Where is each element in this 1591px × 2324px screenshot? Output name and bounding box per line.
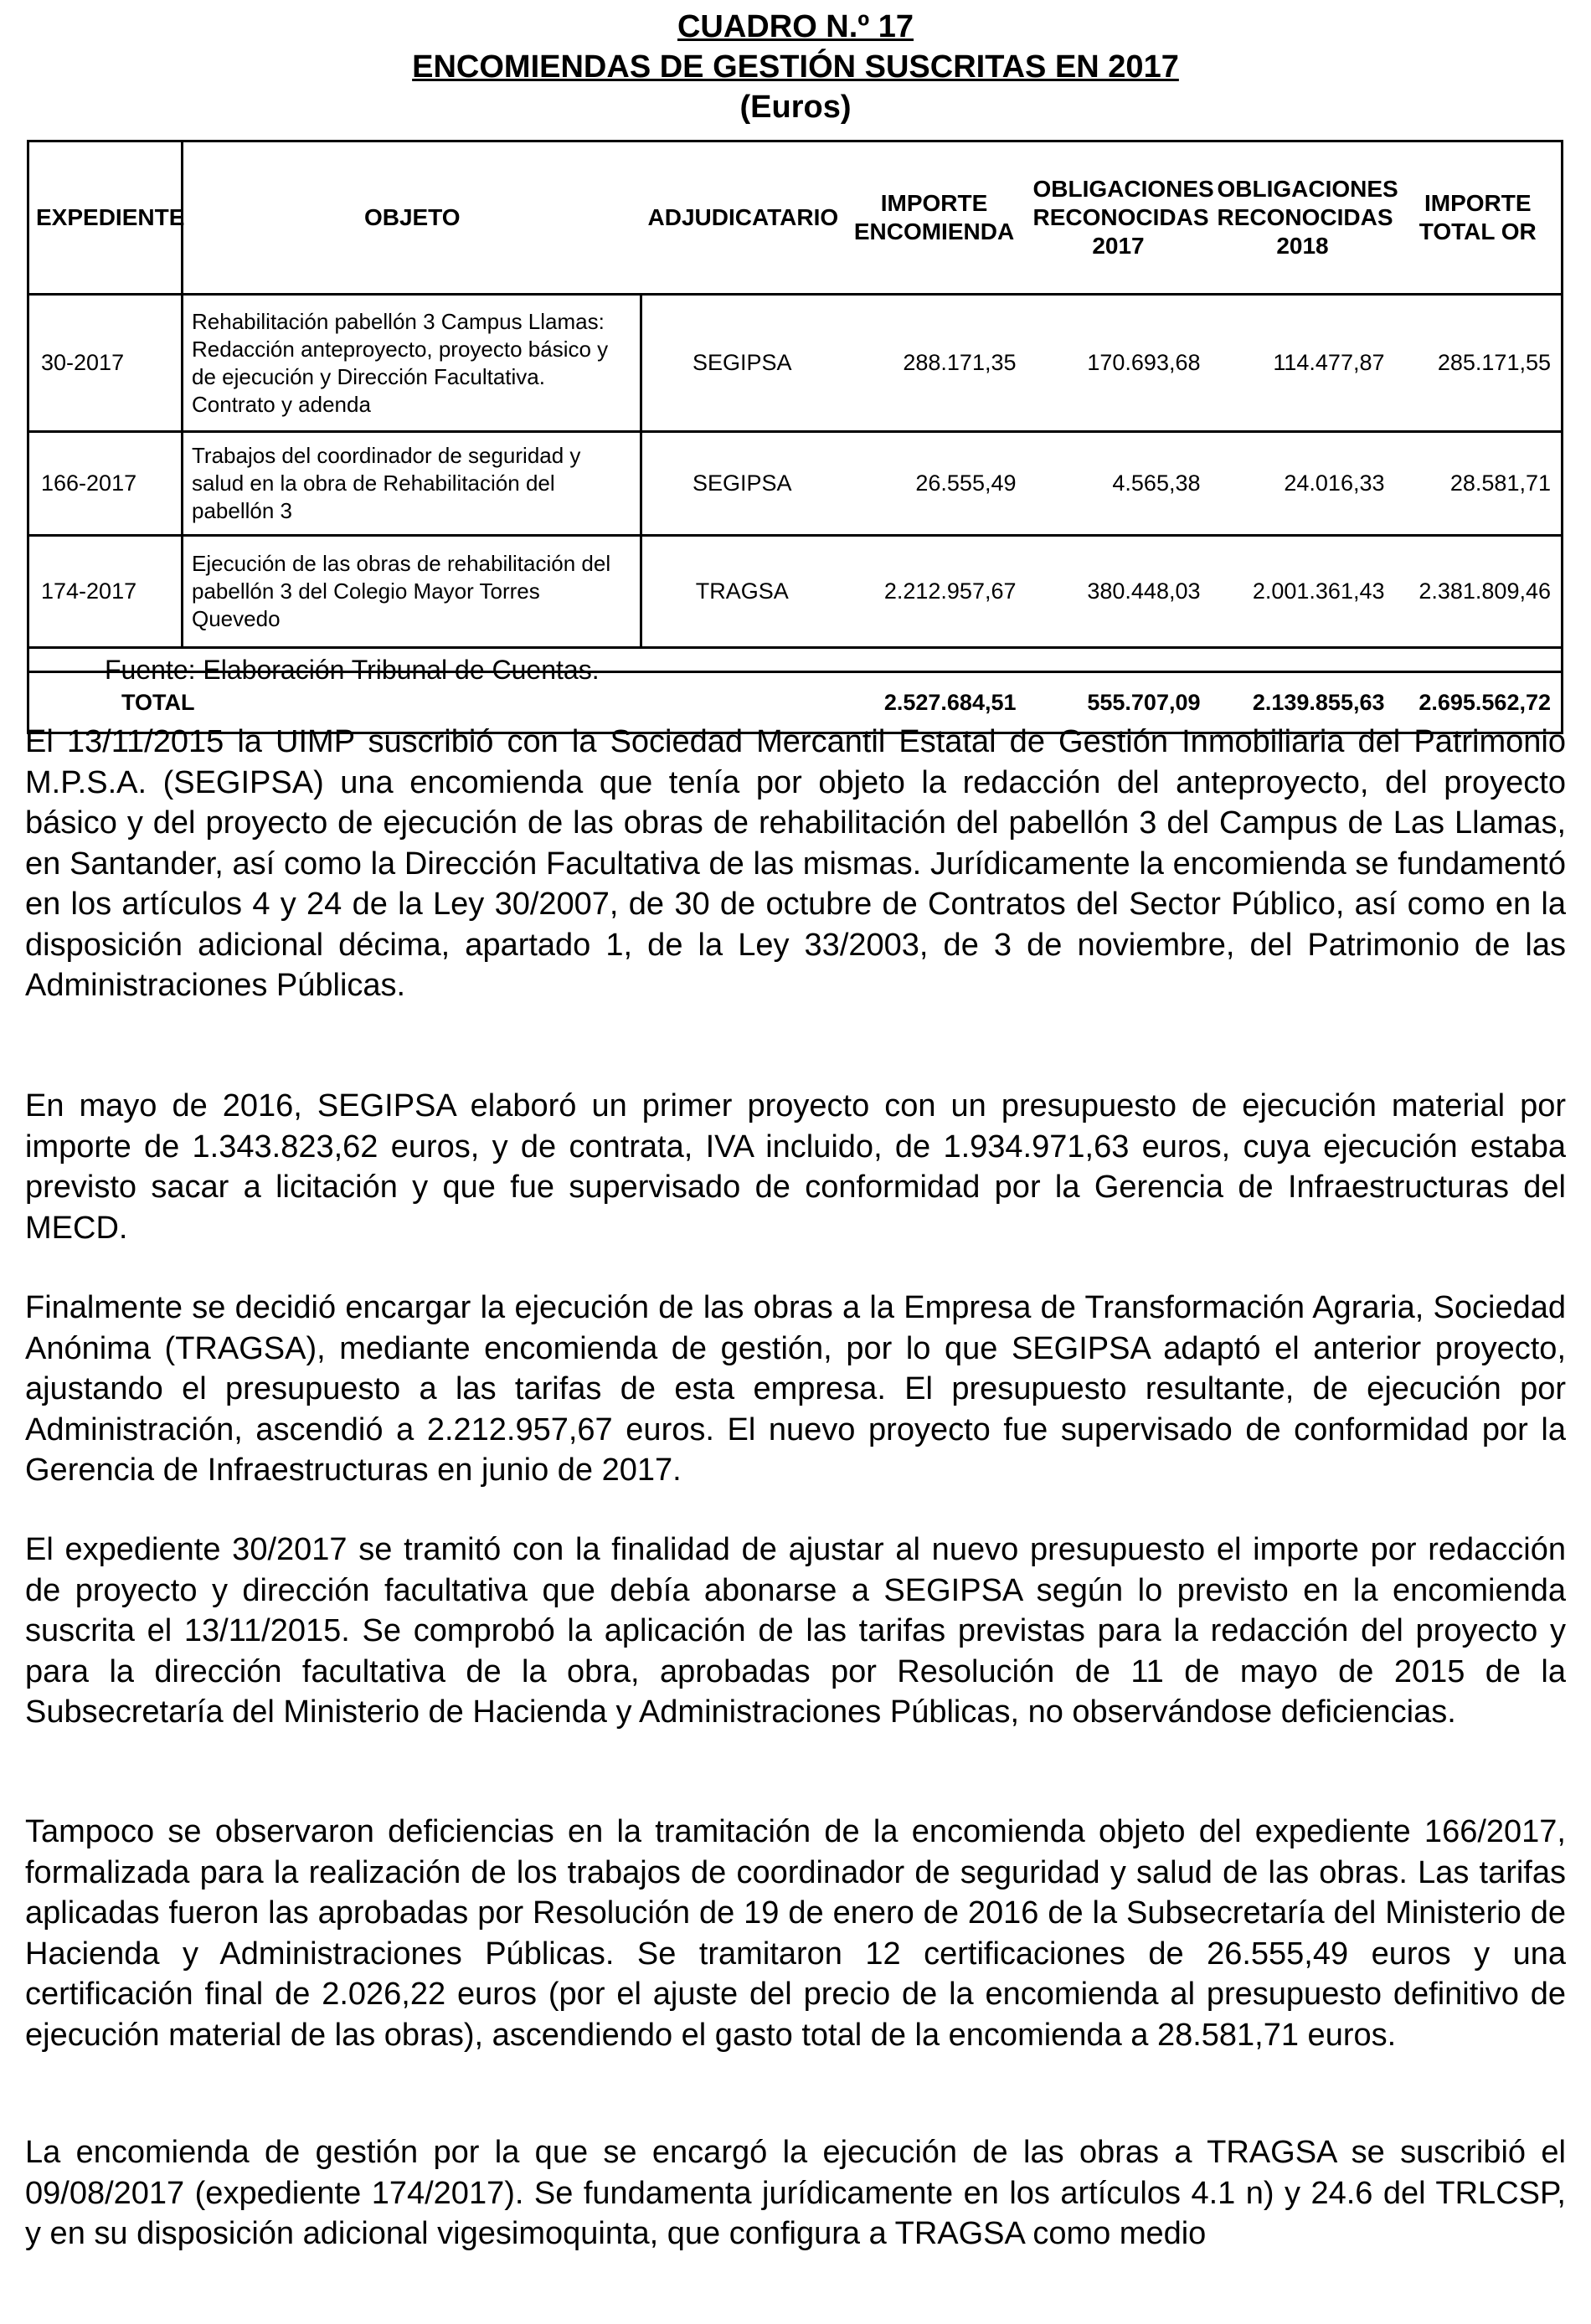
cell-or-2017: 4.565,38: [1112, 470, 1201, 496]
paragraph-3: Finalmente se decidió encargar la ejecución de las obras a la Empresa de Transformación Agraria, Sociedad Anónima (TRAGSA), mediante encomienda de gestión, por lo que SEGIPSA adaptó el anterior proyecto, ajustando el presupuesto a las tarifas de esta empresa. El presupuesto resultante, de ejecución por Administración, ascendió a 2.212.957,67 euros. El nuevo proyecto fue supervisado de conformidad por la Gerencia de Infraestructuras en junio de 2017.: [25, 1290, 1566, 1488]
header-or-2017: OBLIGACIONES RECONOCIDAS 2017: [1032, 176, 1214, 259]
title-line-3: (Euros): [739, 90, 852, 125]
table-row: [28, 295, 1563, 432]
table-row: [28, 432, 1563, 536]
total-importe: 2.527.684,51: [842, 672, 1027, 733]
cell-expediente: 166-2017: [41, 470, 137, 496]
table-title: [0, 7, 1591, 127]
header-or-2018: OBLIGACIONES RECONOCIDAS 2018: [1217, 176, 1398, 259]
paragraph-2: En mayo de 2016, SEGIPSA elaboró un primer proyecto con un presupuesto de ejecución material por importe de 1.343.823,62 euros, y de contrata, IVA incluido, de 1.934.971,63 euros, cuya ejecución estaba previsto sacar a licitación y que fue supervisado de conformidad por la Gerencia de Infraestructuras del MECD.: [25, 1088, 1566, 1246]
table-source-note: Fuente: Elaboración Tribunal de Cuentas.: [105, 655, 600, 685]
title-line-1: CUADRO N.º 17: [677, 9, 914, 44]
cell-importe: 26.555,49: [915, 470, 1017, 496]
cell-objeto: Rehabilitación pabellón 3 Campus Llamas: Redacción anteproyecto, proyecto básico y de ejecución y Dirección Facultativa. Contrato y adenda: [183, 295, 641, 432]
cell-or-2018: 2.001.361,43: [1252, 578, 1385, 604]
cell-adjudicatario: SEGIPSA: [692, 350, 792, 375]
header-adjudicatario: ADJUDICATARIO: [647, 204, 839, 230]
table-header-row: [28, 141, 1563, 295]
total-or-2018: 2.139.855,63: [1211, 672, 1395, 733]
cell-total-or: 285.171,55: [1437, 350, 1551, 375]
cell-importe: 288.171,35: [903, 350, 1017, 375]
cell-expediente: 30-2017: [41, 350, 125, 375]
cell-total-or: 28.581,71: [1449, 470, 1551, 496]
header-expediente: EXPEDIENTE: [36, 204, 185, 230]
encomiendas-table: [27, 140, 1563, 734]
cell-or-2017: 170.693,68: [1087, 350, 1201, 375]
cell-expediente: 174-2017: [41, 578, 137, 604]
paragraph-4: El expediente 30/2017 se tramitó con la finalidad de ajustar al nuevo presupuesto el importe por redacción de proyecto y dirección facultativa que debía abonarse a SEGIPSA según lo previsto en la encomienda suscrita el 13/11/2015. Se comprobó la aplicación de las tarifas previstas para la redacción del proyecto y para la dirección facultativa de la obra, aprobadas por Resolución de 11 de mayo de 2015 de la Subsecretaría del Ministerio de Hacienda y Administraciones Públicas, no observándose deficiencias.: [25, 1532, 1566, 1730]
cell-adjudicatario: SEGIPSA: [692, 470, 792, 496]
cell-adjudicatario: TRAGSA: [695, 578, 789, 604]
cell-objeto: Ejecución de las obras de rehabilitación del pabellón 3 del Colegio Mayor Torres Quevedo: [183, 536, 641, 648]
table-row: [28, 536, 1563, 648]
total-or-2017: 555.707,09: [1027, 672, 1211, 733]
title-line-2: ENCOMIENDAS DE GESTIÓN SUSCRITAS EN 2017: [412, 49, 1179, 85]
cell-importe: 2.212.957,67: [883, 578, 1017, 604]
cell-or-2018: 24.016,33: [1284, 470, 1385, 496]
encomiendas-table-container: [27, 140, 1561, 734]
total-label: TOTAL: [28, 672, 842, 733]
cell-or-2018: 114.477,87: [1273, 350, 1385, 375]
cell-or-2017: 380.448,03: [1087, 578, 1201, 604]
paragraph-1: El 13/11/2015 la UIMP suscribió con la Sociedad Mercantil Estatal de Gestión Inmobiliaria del Patrimonio M.P.S.A. (SEGIPSA) una encomienda que tenía por objeto la redacción del anteproyecto, del proyecto básico y del proyecto de ejecución de las obras de rehabilitación del pabellón 3 del Campus de Las Llamas, en Santander, así como la Dirección Facultativa de las mismas. Jurídicamente la encomienda se fundamentó en los artículos 4 y 24 de la Ley 30/2007, de 30 de octubre de Contratos del Sector Público, así como en la disposición adicional décima, apartado 1, de la Ley 33/2003, de 3 de noviembre, del Patrimonio de las Administraciones Públicas.: [25, 724, 1566, 1003]
header-total-or: IMPORTE TOTAL OR: [1419, 190, 1537, 244]
header-importe: IMPORTE ENCOMIENDA: [853, 190, 1015, 244]
cell-total-or: 2.381.809,46: [1419, 578, 1551, 604]
header-objeto: OBJETO: [183, 141, 641, 295]
total-total-or: 2.695.562,72: [1395, 672, 1563, 733]
paragraph-5: Tampoco se observaron deficiencias en la tramitación de la encomienda objeto del expediente 166/2017, formalizada para la realización de los trabajos de coordinador de seguridad y salud de las obras. Las tarifas aplicadas fueron las aprobadas por Resolución de 19 de enero de 2016 de la Subsecretaría del Ministerio de Hacienda y Administraciones Públicas. Se tramitaron 12 certificaciones de 26.555,49 euros y una certificación final de 2.026,22 euros (por el ajuste del precio de la encomienda al presupuesto definitivo de ejecución material de las obras), ascendiendo el gasto total de la encomienda a 28.581,71 euros.: [25, 1814, 1566, 2053]
cell-objeto: Trabajos del coordinador de seguridad y salud en la obra de Rehabilitación del pabellón 3: [183, 432, 641, 536]
paragraph-6: La encomienda de gestión por la que se encargó la ejecución de las obras a TRAGSA se suscribió el 09/08/2017 (expediente 174/2017). Se fundamenta jurídicamente en los artículos 4.1 n) y 24.6 del TRLCSP, y en su disposición adicional vigesimoquinta, que configura a TRAGSA como medio: [25, 2135, 1566, 2251]
